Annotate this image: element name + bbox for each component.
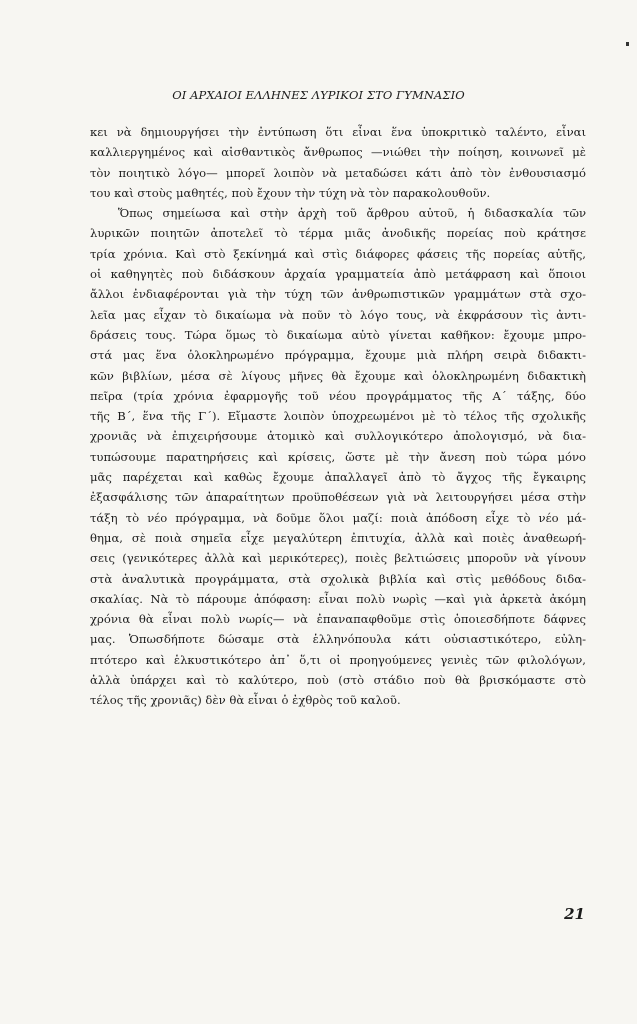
text-line: Ὅπως σημείωσα καὶ στὴν ἀρχὴ τοῦ ἄρθρου αὐτοῦ, ἡ διδασκαλία τῶν (118, 206, 586, 221)
text-line: θημα, σὲ ποιὰ σημεῖα εἶχε μεγαλύτερη ἐπιτυχία, ἀλλὰ καὶ ποιὲς ἀναθεωρή- (90, 530, 586, 545)
text-line: χρόνια θὰ εἶναι πολὺ νωρίς— νὰ ἐπαναπαφθοῦμε στὶς ὁποιεσδήποτε δάφνες (90, 612, 586, 627)
text-line: καλλιεργημένος καὶ αἰσθαντικὸς ἄνθρωπος —νιώθει τὴν ποίηση, κοινωνεῖ μὲ (90, 145, 586, 160)
text-line: κει νὰ δημιουργήσει τὴν ἐντύπωση ὅτι εἶναι ἕνα ὑποκριτικὸ ταλέντο, εἶναι (90, 125, 586, 139)
body-text (90, 122, 586, 711)
text-line: κῶν βιβλίων, μέσα σὲ λίγους μῆνες θὰ ἔχουμε καὶ ὁλοκληρωμένη διδακτικὴ (90, 368, 586, 383)
text-line: πτότερο καὶ ἑλκυστικότερο ἀπ᾽ ὅ,τι οἱ προηγούμενες γενιὲς τῶν φιλολόγων, (90, 652, 586, 667)
text-line: τῆς Β΄, ἕνα τῆς Γ΄). Εἴμαστε λοιπὸν ὑποχρεωμένοι μὲ τὸ τέλος τῆς σχολικῆς (90, 409, 586, 424)
text-line: τὸν ποιητικὸ λόγο— μπορεῖ λοιπὸν νὰ μεταδώσει κάτι ἀπὸ τὸν ἐνθουσιασμό (90, 165, 586, 180)
text-line: μας. Ὁπωσδήποτε δώσαμε στὰ ἑλληνόπουλα κάτι οὐσιαστικότερο, εὐλη- (90, 632, 586, 647)
text-line: μᾶς παρέχεται καὶ καθὼς ἔχουμε ἀπαλλαγεῖ ἀπὸ τὸ ἄγχος τῆς ἔγκαιρης (90, 470, 586, 485)
text-line: του καὶ στοὺς μαθητές, ποὺ ἔχουν τὴν τύχη νὰ τὸν παρακολουθοῦν. (90, 185, 491, 200)
text-line: τάξη τὸ νέο πρόγραμμα, νὰ δοῦμε ὅλοι μαζί: ποιὰ ἀπόδοση εἶχε τὸ νέο μά- (90, 510, 586, 525)
text-line: δράσεις τους. Τώρα ὅμως τὸ δικαίωμα αὐτὸ γίνεται καθῆκον: ἔχουμε μπρο- (90, 327, 586, 342)
text-line: σεις (γενικότερες ἀλλὰ καὶ μερικότερες), ποιὲς βελτιώσεις μποροῦν νὰ γίνουν (90, 551, 586, 566)
page-number: 21 (564, 905, 585, 923)
text-line: ἐξασφάλισης τῶν ἀπαραίτητων προϋποθέσεων γιὰ νὰ λειτουργήσει μέσα στὴν (90, 490, 586, 505)
text-line: πεῖρα (τρία χρόνια ἐφαρμογῆς τοῦ νέου προγράμματος τῆς Α΄ τάξης, δύο (90, 388, 586, 403)
text-line: ἀλλὰ ὑπάρχει καὶ τὸ καλύτερο, ποὺ (στὸ στάδιο ποὺ θὰ βρισκόμαστε στὸ (90, 673, 586, 688)
text-line: τρία χρόνια. Καὶ στὸ ξεκίνημά καὶ στὶς διάφορες φάσεις τῆς πορείας αὐτῆς, (90, 246, 586, 261)
text-line: λυρικῶν ποιητῶν ἀποτελεῖ τὸ τέρμα μιᾶς ἀνοδικῆς πορείας ποὺ κράτησε (90, 226, 586, 241)
running-head: ΟΙ ΑΡΧΑΙΟΙ ΕΛΛΗΝΕΣ ΛΥΡΙΚΟΙ ΣΤΟ ΓΥΜΝΑΣΙΟ (172, 88, 465, 102)
text-line: στὰ ἀναλυτικὰ προγράμματα, στὰ σχολικὰ βιβλία καὶ στὶς μεθόδους διδα- (90, 571, 586, 586)
text-line: τέλος τῆς χρονιᾶς) δὲν θὰ εἶναι ὁ ἐχθρὸς τοῦ καλοῦ. (90, 693, 401, 708)
text-line: ἄλλοι ἐνδιαφέρονται γιὰ τὴν τύχη τῶν ἀνθρωπιστικῶν γραμμάτων στὰ σχο- (90, 287, 586, 302)
text-line: λεῖα μας εἶχαν τὸ δικαίωμα νὰ ποῦν τὸ λόγο τους, νὰ ἐκφράσουν τὶς ἀντι- (90, 307, 586, 322)
text-line: οἱ καθηγητὲς ποὺ διδάσκουν ἀρχαία γραμματεία ἀπὸ μετάφραση καὶ ὅποιοι (90, 267, 586, 282)
text-line: τυπώσουμε παρατηρήσεις καὶ κρίσεις, ὥστε μὲ τὴν ἄνεση ποὺ τώρα μόνο (90, 449, 586, 464)
scan-edge-mark (626, 42, 629, 46)
text-line: χρονιᾶς νὰ ἐπιχειρήσουμε ἀτομικὸ καὶ συλλογικότερο ἀπολογισμό, νὰ δια- (90, 429, 586, 444)
text-line: σκαλίας. Νὰ τὸ πάρουμε ἀπόφαση: εἶναι πολὺ νωρὶς —καὶ γιὰ ἀρκετὰ ἀκόμη (90, 591, 586, 606)
text-line: στά μας ἕνα ὁλοκληρωμένο πρόγραμμα, ἔχουμε μιὰ πλήρη σειρὰ διδακτι- (90, 348, 586, 363)
